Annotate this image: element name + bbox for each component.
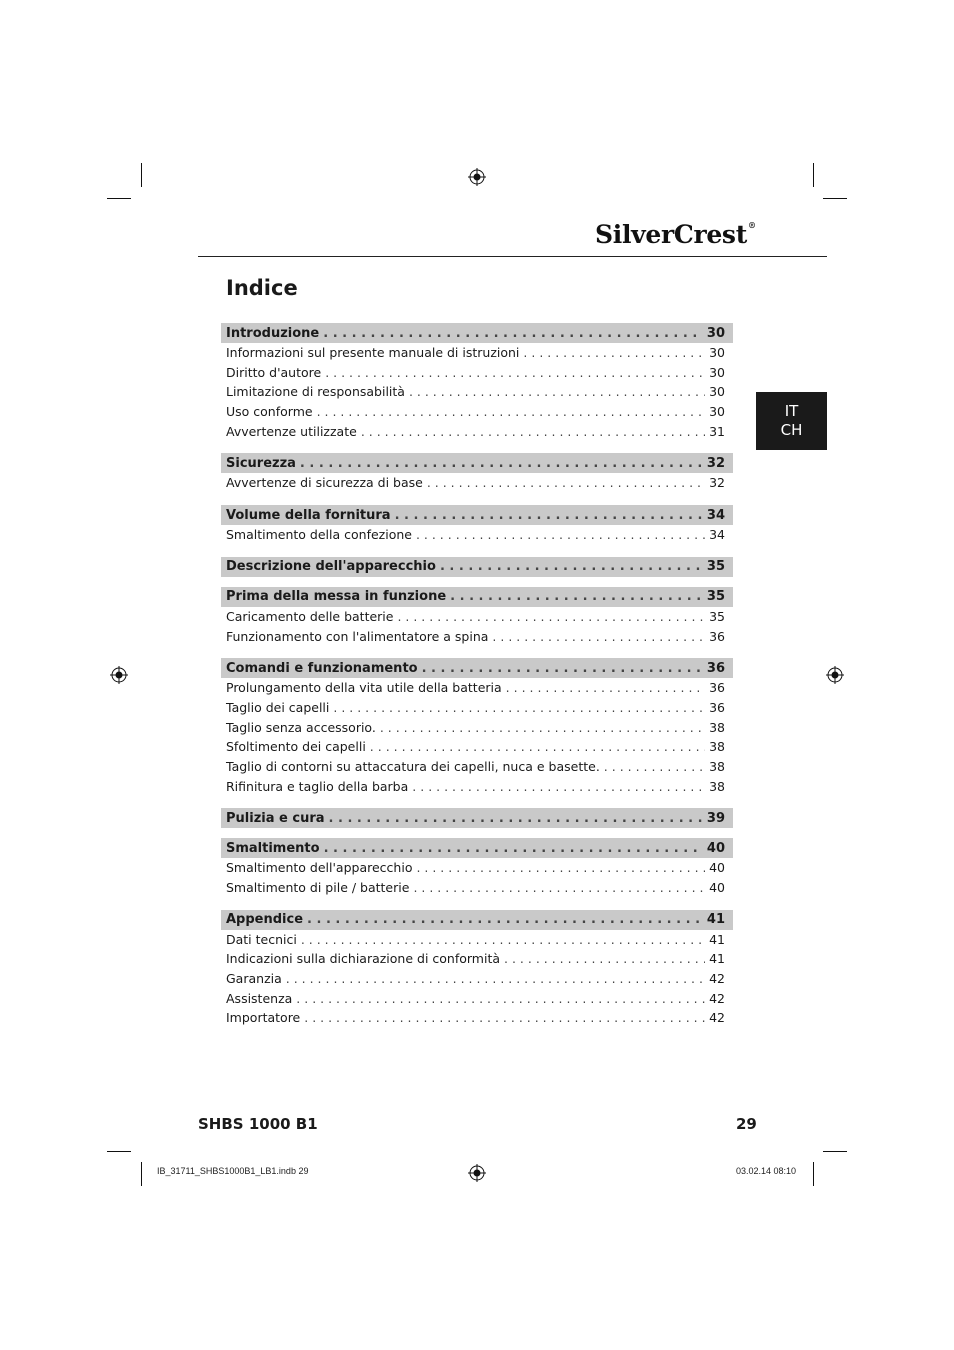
registration-mark-icon [826,666,844,684]
toc-section-page: 32 [706,455,725,471]
toc-entry-page: 42 [709,1010,725,1026]
toc-entry-page: 42 [709,990,725,1006]
toc-entry-label: Prolungamento della vita utile della batteria [226,680,502,696]
section-spacer [221,495,733,505]
toc-leader-dots [370,739,705,754]
toc-entry-label: Informazioni sul presente manuale di istruzioni [226,345,520,360]
toc-entry-page: 38 [709,739,725,755]
toc-section-label: Descrizione dell'apparecchio [226,559,436,575]
section-spacer [221,648,733,658]
page-title: Indice [226,276,298,300]
toc-leader-dots [333,700,705,715]
toc-entry-page: 41 [709,951,725,967]
toc-entry[interactable] [221,629,733,649]
toc-entry-label: Sfoltimento dei capelli [226,739,366,755]
brand-logo: SilverCrest® [595,220,756,249]
toc-leader-dots [416,527,705,542]
toc-section-label: Comandi e funzionamento [226,660,418,676]
toc-leader-dots [416,860,705,875]
toc-section-label: Smaltimento [226,840,320,856]
toc-leader-dots [380,720,705,735]
toc-entry-page: 30 [709,345,725,360]
section-spacer [221,443,733,453]
toc-leader-dots [397,609,705,624]
toc-entry[interactable] [221,475,733,495]
toc-leader-dots [361,424,705,439]
toc-entry-page: 31 [709,423,725,439]
toc-section-label: Prima della messa in funzione [226,589,447,605]
toc-entry[interactable] [221,860,733,880]
toc-entry-page: 34 [709,527,725,543]
toc-entry-label: Smaltimento di pile / batterie [226,880,410,895]
toc-leader-dots [409,384,705,399]
toc-entry[interactable] [221,345,733,365]
toc-entry[interactable] [221,424,733,444]
toc-entry-label: Taglio senza accessorio. [226,719,376,735]
toc-entry[interactable] [221,971,733,991]
section-spacer [221,547,733,557]
toc-section[interactable] [221,323,733,343]
toc-entry[interactable] [221,880,733,900]
crop-mark [813,163,814,187]
toc-leader-dots [412,779,705,794]
toc-entry-label: Dati tecnici [226,931,297,947]
toc-entry[interactable] [221,720,733,740]
crop-mark [823,198,847,199]
toc-entry-label: Smaltimento dell'apparecchio [226,860,413,876]
toc-entry-label: Smaltimento della confezione [226,527,412,543]
toc-leader-dots [307,912,703,927]
toc-section[interactable] [221,557,733,577]
country-code: CH [780,421,803,439]
section-spacer [221,798,733,808]
toc-entry[interactable] [221,700,733,720]
toc-entry-page: 30 [709,384,725,400]
toc-section-page: 39 [706,810,725,826]
toc-entry-label: Avvertenze di sicurezza di base [226,475,423,491]
language-code: IT [784,402,799,420]
toc-entry-page: 35 [709,608,725,624]
toc-entry-label: Funzionamento con l'alimentatore a spina [226,628,489,644]
toc-entry-page: 38 [709,758,725,774]
toc-section[interactable] [221,587,733,607]
toc-entry[interactable] [221,991,733,1011]
toc-entry-label: Assistenza [226,990,293,1006]
toc-entry-page: 36 [709,680,725,696]
toc-entry[interactable] [221,404,733,424]
toc-leader-dots [324,841,703,856]
toc-section-label: Appendice [226,912,304,928]
toc-section-label: Introduzione [226,325,320,341]
toc-section-page: 41 [706,912,725,928]
toc-section[interactable] [221,453,733,473]
toc-leader-dots [506,680,705,695]
toc-entry-label: Taglio di contorni su attaccatura dei capelli, nuca e basette. [226,758,600,774]
toc-leader-dots [395,508,703,523]
toc-leader-dots [317,404,705,419]
header-rule [198,256,827,257]
toc-entry-label: Rifinitura e taglio della barba [226,778,409,794]
toc-entry[interactable] [221,1010,733,1030]
toc-section-label: Pulizia e cura [226,810,325,826]
toc-entry[interactable] [221,739,733,759]
toc-entry[interactable] [221,779,733,799]
toc-section-label: Sicurezza [226,455,296,471]
toc-entry[interactable] [221,759,733,779]
crop-mark [823,1151,847,1152]
toc-section-page: 40 [706,840,725,856]
section-spacer [221,577,733,587]
crop-mark [107,198,131,199]
toc-leader-dots [504,951,705,966]
toc-leader-dots [427,475,705,490]
toc-entry-label: Diritto d'autore [226,364,322,380]
toc-leader-dots [300,456,703,471]
toc-entry[interactable] [221,680,733,700]
toc-section-label: Volume della fornitura [226,507,391,523]
toc-section-page: 35 [706,559,725,575]
toc-entry-label: Limitazione di responsabilità [226,384,405,400]
toc-section-page: 30 [706,325,725,341]
toc-entry-page: 38 [709,719,725,735]
toc-entry-label: Caricamento delle batterie [226,608,394,624]
toc-entry-page: 40 [709,880,725,895]
crop-mark [813,1162,814,1186]
toc-leader-dots [323,326,703,341]
toc-leader-dots [492,629,705,644]
crop-mark [141,163,142,187]
toc-entry-page: 36 [709,699,725,715]
toc-section[interactable] [221,838,733,858]
toc-entry-label: Importatore [226,1010,301,1026]
toc-leader-dots [301,932,705,947]
toc-section-page: 34 [706,507,725,523]
toc-section[interactable] [221,658,733,678]
toc-leader-dots [450,589,703,604]
toc-leader-dots [523,345,705,360]
toc-entry-page: 41 [709,931,725,947]
toc-entry[interactable] [221,384,733,404]
toc-section[interactable] [221,808,733,828]
registration-mark-icon [468,1164,486,1182]
registration-mark-icon [468,168,486,186]
toc-entry[interactable] [221,365,733,385]
toc-leader-dots [296,991,705,1006]
toc-entry-page: 42 [709,971,725,987]
toc-section-page: 36 [706,660,725,676]
toc-leader-dots [413,880,705,895]
toc-leader-dots [325,365,705,380]
language-tab [756,392,827,450]
toc-entry[interactable] [221,609,733,629]
toc-section[interactable] [221,910,733,930]
toc-leader-dots [604,759,705,774]
toc-entry[interactable] [221,932,733,952]
toc-entry-label: Uso conforme [226,404,313,420]
toc-entry-page: 40 [709,860,725,876]
toc-entry-page: 30 [709,364,725,380]
toc-leader-dots [304,1010,705,1025]
toc-entry-page: 38 [709,778,725,794]
section-spacer [221,828,733,838]
print-slug-datetime: 03.02.14 08:10 [736,1166,797,1176]
crop-mark [107,1151,131,1152]
toc-entry-page: 36 [709,628,725,644]
section-spacer [221,900,733,910]
toc-leader-dots [440,559,703,574]
toc-entry-label: Indicazioni sulla dichiarazione di conformità [226,951,501,967]
toc-section-page: 35 [706,589,725,605]
toc-leader-dots [329,811,703,826]
toc-leader-dots [286,971,705,986]
page-number: 29 [736,1115,757,1133]
toc-entry-page: 30 [709,404,725,420]
toc-entry-label: Taglio dei capelli [226,699,330,715]
crop-mark [141,1162,142,1186]
toc-entry[interactable] [221,527,733,547]
toc-entry-label: Avvertenze utilizzate [226,423,357,439]
toc-entry-label: Garanzia [226,971,282,987]
toc-entry-page: 32 [709,475,725,491]
toc-leader-dots [422,661,703,676]
model-number: SHBS 1000 B1 [198,1115,318,1133]
table-of-contents [221,323,733,1030]
toc-section[interactable] [221,505,733,525]
print-slug-file: IB_31711_SHBS1000B1_LB1.indb 29 [157,1166,309,1176]
toc-entry[interactable] [221,951,733,971]
registration-mark-icon [110,666,128,684]
